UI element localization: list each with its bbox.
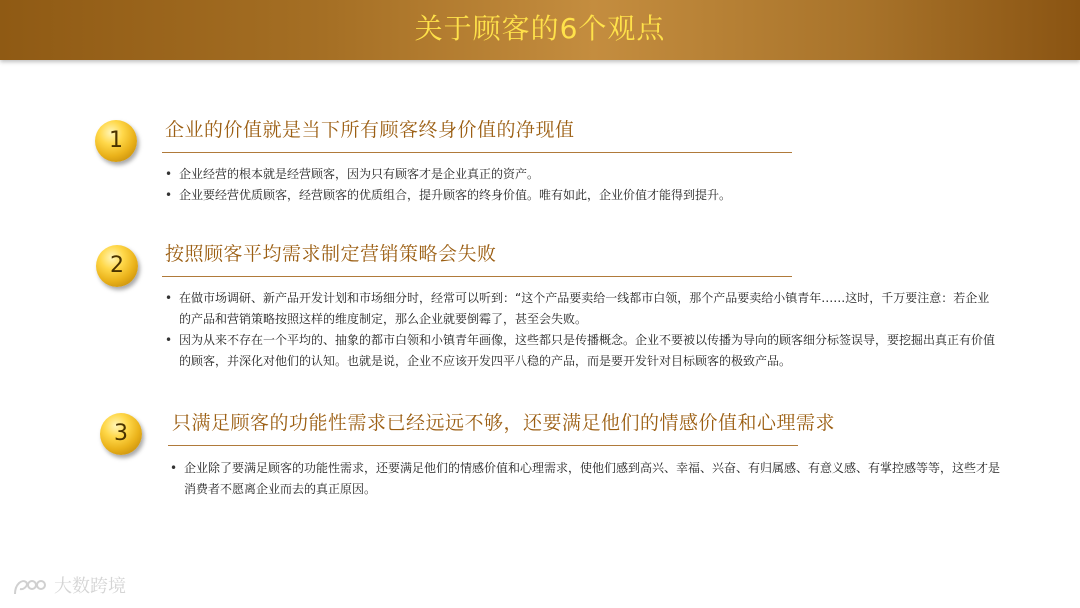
list-item: • 因为从来不存在一个平均的、抽象的都市白领和小镇青年画像，这些都只是传播概念。企业不要被以传播为导向的顾客细分标签误导，要挖掘出真正有价值的顾客，并深化对他们的认知。也就是说，企业不应该开发四平八稳的产品，而是要开发针对目标顾客的极致产品。 xyxy=(165,330,995,372)
section-title-3: 只满足顾客的功能性需求已经远远不够，还要满足他们的情感价值和心理需求 xyxy=(172,412,836,434)
section-divider-3 xyxy=(168,445,798,446)
number-badge-3: 3 xyxy=(100,413,142,455)
brand-logo-icon xyxy=(12,576,48,598)
list-item: • 企业要经营优质顾客，经营顾客的优质组合，提升顾客的终身价值。唯有如此，企业价值才能得到提升。 xyxy=(165,185,1005,206)
number-badge-2: 2 xyxy=(96,245,138,287)
number-badge-1: 1 xyxy=(95,120,137,162)
bullet-list-3 xyxy=(170,458,1000,500)
header-bar xyxy=(0,0,1080,60)
list-item: • 在做市场调研、新产品开发计划和市场细分时，经常可以听到：“这个产品要卖给一线都市白领，那个产品要卖给小镇青年……这时，千万要注意：若企业的产品和营销策略按照这样的维度制定，那么企业就要倒霉了，甚至会失败。 xyxy=(165,288,995,330)
section-title-1: 企业的价值就是当下所有顾客终身价值的净现值 xyxy=(165,119,575,141)
page-title: 关于顾客的6个观点 xyxy=(414,12,666,45)
section-divider-1 xyxy=(162,152,792,153)
list-item: • 企业除了要满足顾客的功能性需求，还要满足他们的情感价值和心理需求，使他们感到高兴、幸福、兴奋、有归属感、有意义感、有掌控感等等，这些才是消费者不愿离企业而去的真正原因。 xyxy=(170,458,1000,500)
bullet-list-1 xyxy=(165,164,1005,206)
list-item: • 企业经营的根本就是经营顾客，因为只有顾客才是企业真正的资产。 xyxy=(165,164,1005,185)
watermark-text: 大数跨境 xyxy=(54,576,126,597)
bullet-list-2 xyxy=(165,288,995,372)
watermark xyxy=(12,575,126,599)
section-title-2: 按照顾客平均需求制定营销策略会失败 xyxy=(165,243,497,265)
section-divider-2 xyxy=(162,276,792,277)
